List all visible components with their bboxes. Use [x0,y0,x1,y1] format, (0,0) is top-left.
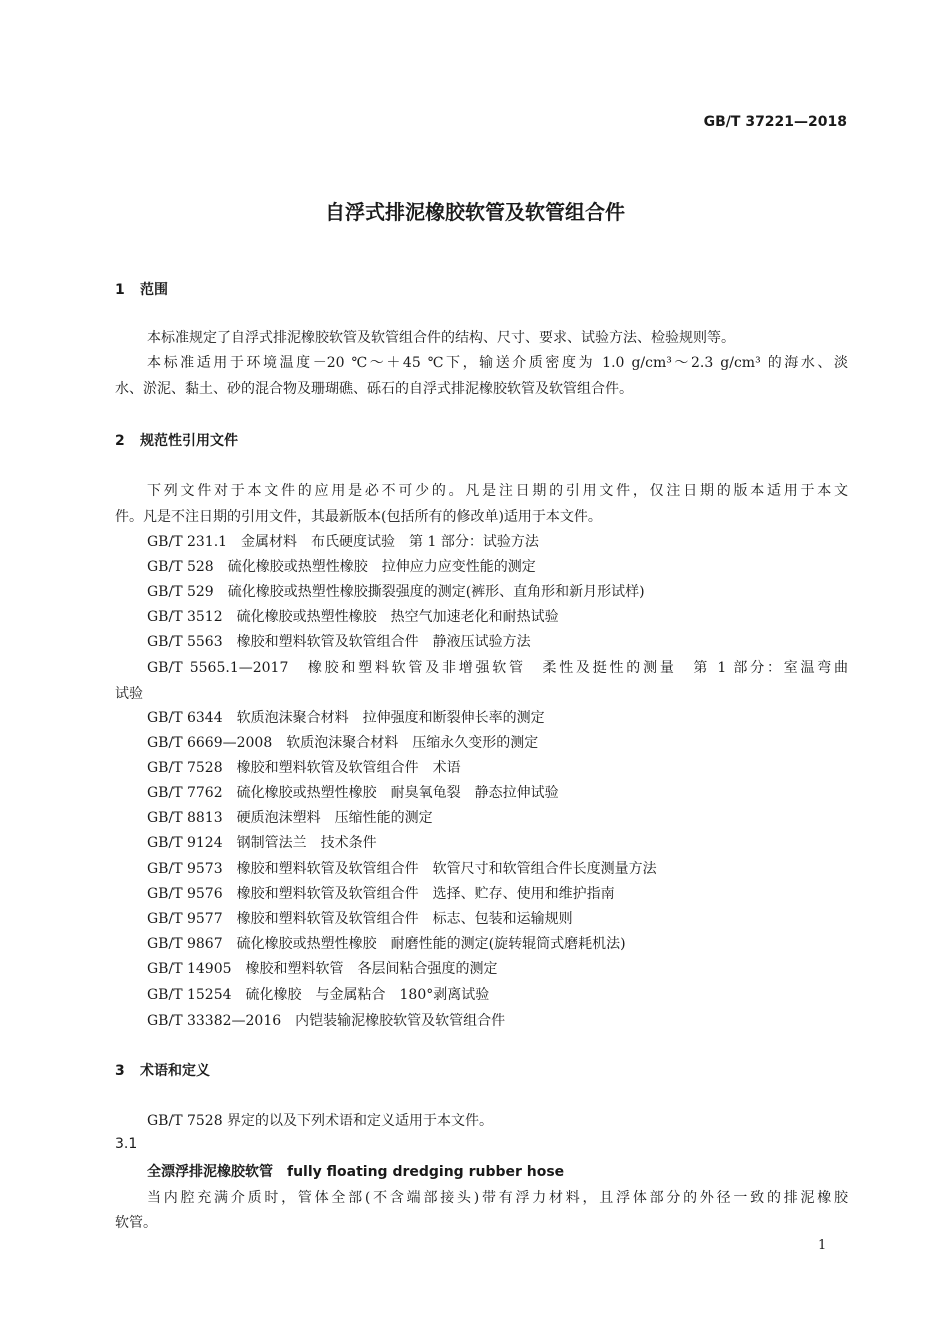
term-definition-line-2: 软管。 [115,1215,157,1231]
subsection-number: 3.1 [115,1136,138,1152]
scope-paragraph-2-line-2: 水、淤泥、黏土、砂的混合物及珊瑚礁、砾石的自浮式排泥橡胶软管及软管组合件。 [115,381,633,397]
reference-item: GB/T 529 硫化橡胶或热塑性橡胶撕裂强度的测定(裤形、直角形和新月形试样) [147,584,645,600]
reference-item: GB/T 5563 橡胶和塑料软管及软管组合件 静液压试验方法 [147,634,531,650]
reference-item: GB/T 6669—2008 软质泡沫聚合材料 压缩永久变形的测定 [147,735,539,751]
scope-paragraph-2-line-1: 本标准适用于环境温度－20 ℃～＋45 ℃下，输送介质密度为 1.0 g/cm³～2.3 g/cm³ 的海水、淡 [147,355,848,371]
references-intro-line-2: 件。凡是不注日期的引用文件，其最新版本(包括所有的修改单)适用于本文件。 [115,509,602,525]
section-number: 3 [115,1063,125,1079]
reference-item-long-line-2: 试验 [115,686,143,702]
reference-item: GB/T 231.1 金属材料 布氏硬度试验 第 1 部分：试验方法 [147,534,539,550]
reference-item: GB/T 9573 橡胶和塑料软管及软管组合件 软管尺寸和软管组合件长度测量方法 [147,861,657,877]
section-number: 1 [115,282,125,298]
section-title: 术语和定义 [140,1063,210,1079]
reference-item: GB/T 9124 钢制管法兰 技术条件 [147,835,377,851]
section-3-heading [115,1060,210,1080]
reference-item: GB/T 7762 硫化橡胶或热塑性橡胶 耐臭氧龟裂 静态拉伸试验 [147,785,559,801]
reference-item: GB/T 9576 橡胶和塑料软管及软管组合件 选择、贮存、使用和维护指南 [147,886,615,902]
terms-intro: GB/T 7528 界定的以及下列术语和定义适用于本文件。 [147,1113,494,1129]
reference-item: GB/T 3512 硫化橡胶或热塑性橡胶 热空气加速老化和耐热试验 [147,609,559,625]
section-title: 范围 [140,282,168,298]
section-number: 2 [115,433,125,449]
reference-item: GB/T 14905 橡胶和塑料软管 各层间粘合强度的测定 [147,961,498,977]
page-number: 1 [818,1238,827,1253]
section-2-heading [115,430,238,450]
reference-item: GB/T 528 硫化橡胶或热塑性橡胶 拉伸应力应变性能的测定 [147,559,536,575]
reference-item: GB/T 9867 硫化橡胶或热塑性橡胶 耐磨性能的测定(旋转辊筒式磨耗机法) [147,936,626,952]
section-1-heading [115,279,168,299]
reference-item-long-line-1: GB/T 5565.1—2017 橡胶和塑料软管及非增强软管 柔性及挺性的测量 第 1 部分：室温弯曲 [147,660,848,676]
term-definition-line-1: 当内腔充满介质时，管体全部(不含端部接头)带有浮力材料，且浮体部分的外径一致的排泥橡胶 [147,1190,848,1206]
reference-item: GB/T 33382—2016 内铠装输泥橡胶软管及软管组合件 [147,1013,506,1029]
document-title: 自浮式排泥橡胶软管及软管组合件 [325,200,625,224]
reference-item: GB/T 8813 硬质泡沫塑料 压缩性能的测定 [147,810,433,826]
scope-paragraph-1: 本标准规定了自浮式排泥橡胶软管及软管组合件的结构、尺寸、要求、试验方法、检验规则等。 [147,330,735,346]
references-intro-line-1: 下列文件对于本文件的应用是必不可少的。凡是注日期的引用文件，仅注日期的版本适用于本文 [147,483,848,499]
reference-item: GB/T 6344 软质泡沫聚合材料 拉伸强度和断裂伸长率的测定 [147,710,545,726]
reference-item: GB/T 15254 硫化橡胶 与金属粘合 180°剥离试验 [147,987,490,1003]
standard-number: GB/T 37221—2018 [703,114,847,130]
term-heading: 全漂浮排泥橡胶软管 fully floating dredging rubber hose [147,1164,565,1180]
reference-item: GB/T 7528 橡胶和塑料软管及软管组合件 术语 [147,760,461,776]
section-title: 规范性引用文件 [140,433,238,449]
reference-item: GB/T 9577 橡胶和塑料软管及软管组合件 标志、包装和运输规则 [147,911,573,927]
